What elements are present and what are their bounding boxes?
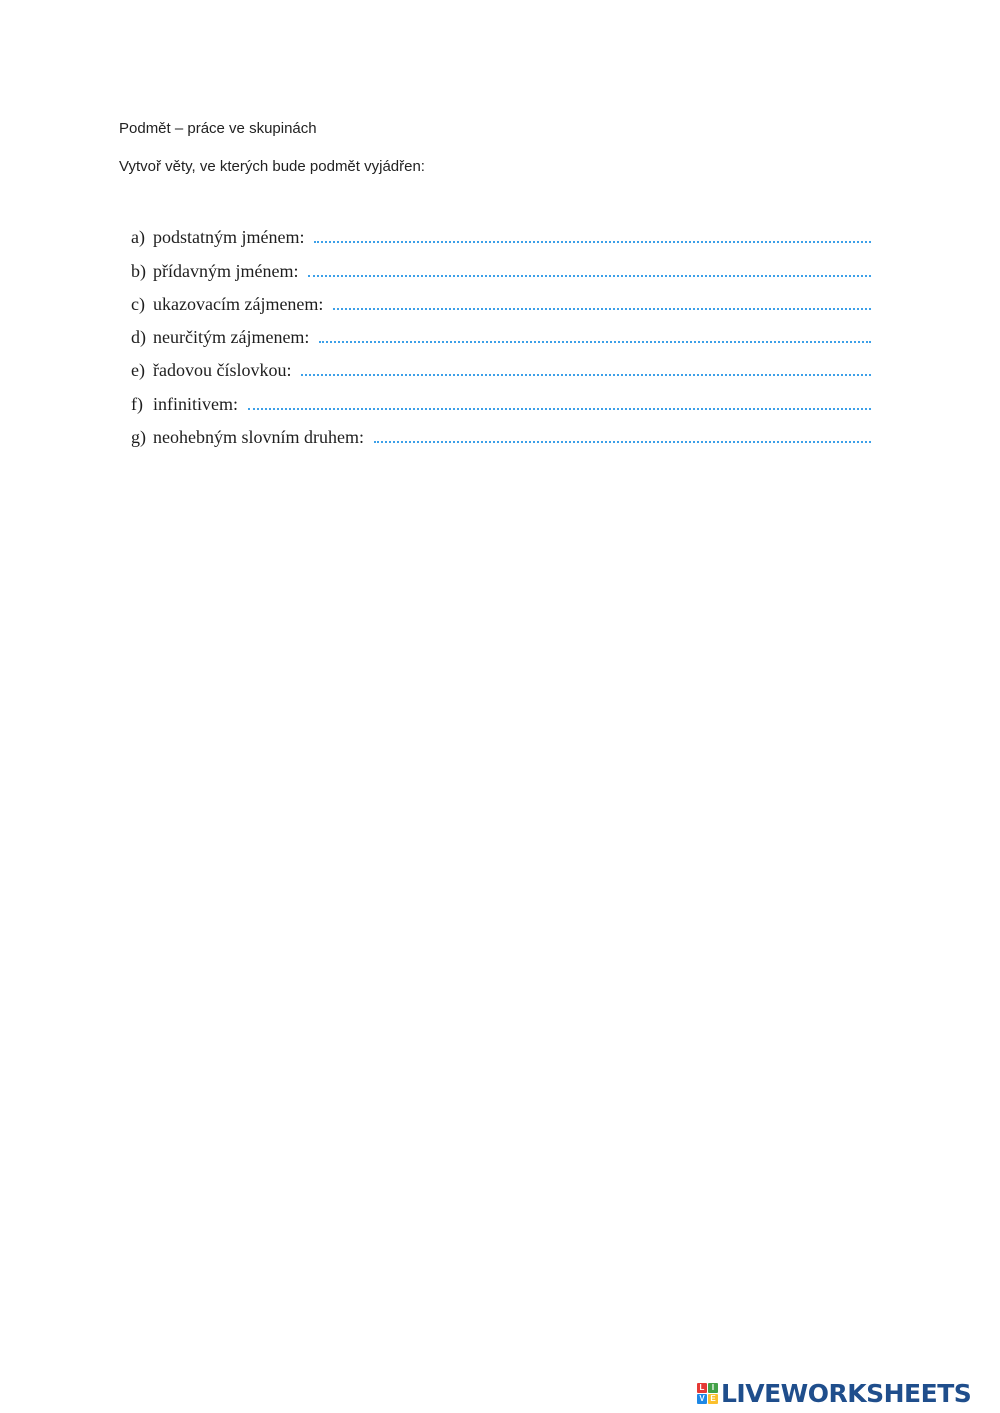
logo-mark-letter: I — [708, 1383, 718, 1393]
logo-mark-letter: V — [697, 1394, 707, 1404]
answer-field[interactable] — [314, 241, 871, 243]
item-label: řadovou číslovkou: — [153, 360, 292, 381]
exercise-item-a — [131, 215, 871, 248]
instruction-text: Vytvoř věty, ve kterých bude podmět vyjádřen: — [119, 158, 425, 175]
item-label: neurčitým zájmenem: — [153, 327, 310, 348]
item-marker: f) — [131, 393, 143, 414]
exercise-item-g — [131, 415, 871, 448]
exercise-item-b — [131, 248, 871, 281]
answer-field[interactable] — [308, 275, 871, 277]
logo-mark-icon — [697, 1383, 718, 1404]
item-label: podstatným jménem: — [153, 227, 305, 248]
answer-field[interactable] — [319, 341, 871, 343]
answer-field[interactable] — [333, 308, 871, 310]
exercise-item-d — [131, 315, 871, 348]
exercise-item-e — [131, 348, 871, 381]
logo-mark-letter: L — [697, 1383, 707, 1393]
exercise-item-c — [131, 282, 871, 315]
item-label: přídavným jménem: — [153, 260, 299, 281]
liveworksheets-logo — [697, 1378, 971, 1408]
page-title: Podmět – práce ve skupinách — [119, 120, 317, 137]
item-marker: a) — [131, 227, 145, 248]
answer-field[interactable] — [248, 408, 871, 410]
item-marker: d) — [131, 327, 146, 348]
item-marker: c) — [131, 293, 145, 314]
answer-field[interactable] — [374, 441, 871, 443]
item-label: ukazovacím zájmenem: — [153, 293, 324, 314]
item-marker: b) — [131, 260, 146, 281]
answer-field[interactable] — [301, 374, 871, 376]
logo-mark-letter: E — [708, 1394, 718, 1404]
item-label: infinitivem: — [153, 393, 238, 414]
item-marker: e) — [131, 360, 145, 381]
logo-text: LIVEWORKSHEETS — [721, 1378, 972, 1408]
item-label: neohebným slovním druhem: — [153, 427, 364, 448]
exercise-list — [131, 215, 871, 448]
item-marker: g) — [131, 427, 146, 448]
exercise-item-f — [131, 381, 871, 414]
